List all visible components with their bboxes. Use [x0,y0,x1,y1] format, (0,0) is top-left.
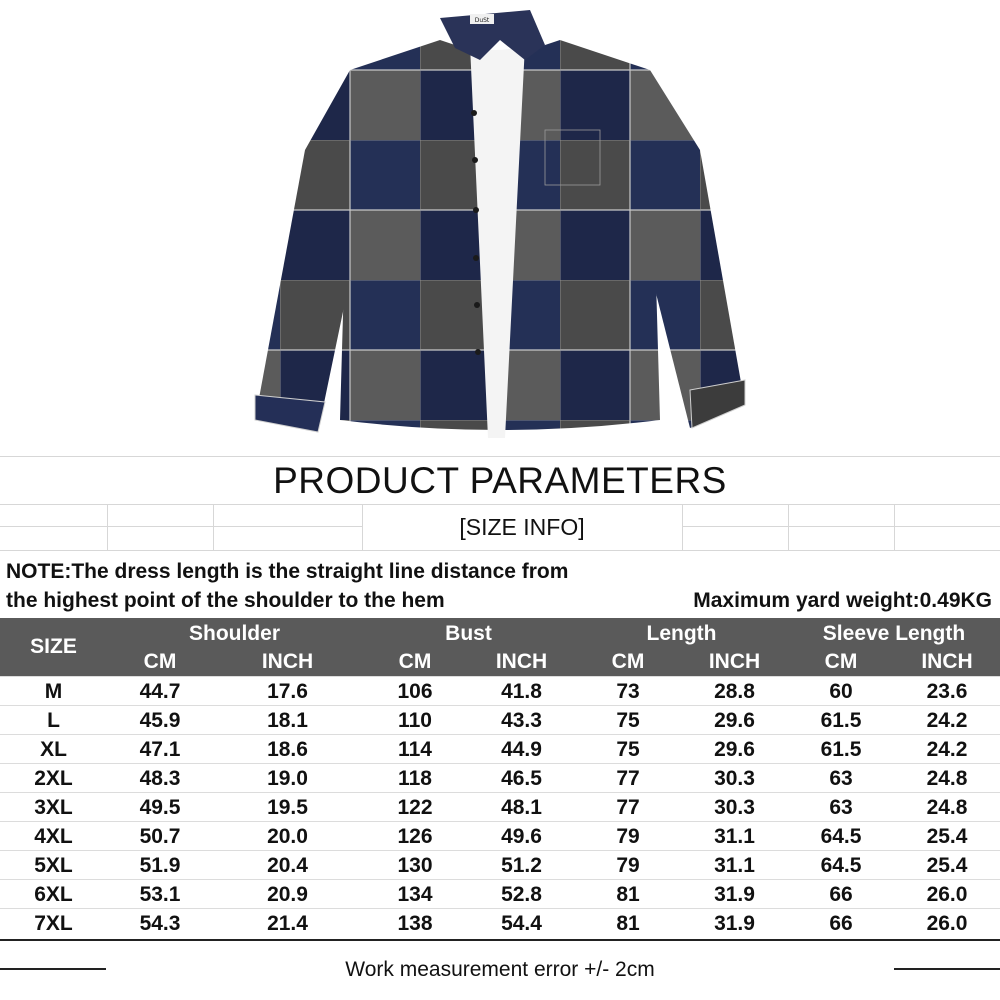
product-photo [0,0,1000,456]
grid-line [682,526,1000,527]
grid-line [0,526,362,527]
cell: 81 [616,882,640,906]
cell: 63 [829,766,853,790]
cell-size: 3XL [34,795,73,819]
grid-line [788,504,789,550]
cell: 66 [829,882,853,906]
cell: 46.5 [501,766,542,790]
table-row [0,705,1000,735]
divider [0,968,106,970]
cell: 31.1 [714,824,755,848]
cell: 51.9 [139,853,181,877]
cell-size: 6XL [34,882,73,906]
cell: 24.8 [926,766,968,790]
cell: 31.9 [714,882,755,906]
cell: 26.0 [926,882,968,906]
cell-size: L [47,708,60,732]
cell-size: M [44,679,63,703]
header-group: Sleeve Length [822,621,966,645]
note-line: NOTE:The dress length is the straight line distance from [6,560,569,583]
cell: 49.5 [139,795,181,819]
cell: 60 [829,679,853,703]
cell: 47.1 [139,737,181,761]
table-row [0,821,1000,851]
cell: 50.7 [139,824,181,848]
cell: 30.3 [714,766,755,790]
cell: 41.8 [501,679,542,703]
cell: 19.5 [267,795,308,819]
cell: 24.2 [926,708,968,732]
cell: 64.5 [820,853,862,877]
header-unit: CM [398,650,432,673]
grid-line [894,504,895,550]
cell: 28.8 [714,679,755,703]
header-unit: INCH [921,650,973,673]
header-unit: CM [611,650,645,673]
cell-size: 2XL [34,766,73,790]
cell: 126 [397,824,433,848]
measurement-note [6,557,568,615]
cell: 29.6 [714,737,755,761]
cell: 49.6 [501,824,542,848]
cell: 79 [616,853,640,877]
cell: 31.9 [714,911,755,935]
cell: 53.1 [139,882,181,906]
divider [894,968,1000,970]
cell: 110 [398,708,432,732]
header-group: Shoulder [188,621,280,645]
cell: 75 [616,708,640,732]
plaid-shirt-image [0,0,1000,456]
weight-info: Maximum yard weight:0.49KG [693,589,992,612]
measurement-error-note: Work measurement error +/- 2cm [345,957,655,981]
subtitle: [SIZE INFO] [459,513,585,540]
cell: 45.9 [139,708,181,732]
cell: 118 [398,766,432,790]
cell: 23.6 [926,679,968,703]
page-title: PRODUCT PARAMETERS [0,456,1000,505]
cell: 122 [397,795,433,819]
cell: 25.4 [926,853,968,877]
table-header [0,618,1000,676]
cell: 81 [616,911,640,935]
cell: 73 [616,679,640,703]
size-chart [0,456,1000,1000]
table-row [0,792,1000,822]
cell: 44.9 [501,737,542,761]
cell: 138 [397,911,433,935]
cell: 54.3 [139,911,181,935]
cell-size: 7XL [34,911,73,935]
table-row [0,676,1000,706]
cell: 114 [398,737,432,761]
header-size: SIZE [30,635,77,658]
cell: 30.3 [714,795,755,819]
table-row [0,879,1000,909]
cell: 79 [616,824,640,848]
cell: 64.5 [820,824,862,848]
cell: 44.7 [139,679,181,703]
header-group: Length [646,621,717,645]
cell-size: 4XL [34,824,73,848]
cell: 20.9 [267,882,308,906]
note-line: the highest point of the shoulder to the hem [6,589,445,612]
cell: 106 [397,679,433,703]
header-unit: CM [824,650,858,673]
cell: 52.8 [501,882,542,906]
cell: 43.3 [501,708,542,732]
cell: 18.6 [267,737,308,761]
cell: 24.2 [926,737,968,761]
cell: 77 [616,795,640,819]
cell: 130 [397,853,433,877]
header-group: Bust [445,621,492,645]
table-row [0,763,1000,793]
table-row [0,850,1000,880]
cell: 77 [616,766,640,790]
cell: 18.1 [267,708,308,732]
cell: 54.4 [501,911,542,935]
cell: 48.1 [501,795,542,819]
grid-line [0,550,1000,551]
grid-line [682,504,683,550]
cell: 29.6 [714,708,755,732]
cell: 24.8 [926,795,968,819]
cell: 66 [829,911,853,935]
cell: 75 [616,737,640,761]
cell: 17.6 [267,679,308,703]
header-unit: INCH [708,650,761,673]
header-unit: INCH [261,650,314,673]
cell: 48.3 [139,766,181,790]
cell: 51.2 [501,853,542,877]
cell-size: 5XL [34,853,73,877]
cell: 61.5 [820,708,862,732]
grid-line [213,504,214,550]
header-unit: INCH [495,650,548,673]
cell: 61.5 [820,737,862,761]
cell: 63 [829,795,853,819]
table-row [0,734,1000,764]
cell: 20.0 [267,824,308,848]
cell-size: XL [40,737,67,761]
cell: 26.0 [926,911,968,935]
brand-label: DuSt [474,17,490,24]
table-row [0,908,1000,938]
cell: 21.4 [267,911,308,935]
cell: 19.0 [267,766,308,790]
cell: 31.1 [714,853,755,877]
cell: 134 [397,882,433,906]
cell: 20.4 [267,853,308,877]
header-unit: CM [143,650,177,673]
cell: 25.4 [926,824,968,848]
grid-line [107,504,108,550]
